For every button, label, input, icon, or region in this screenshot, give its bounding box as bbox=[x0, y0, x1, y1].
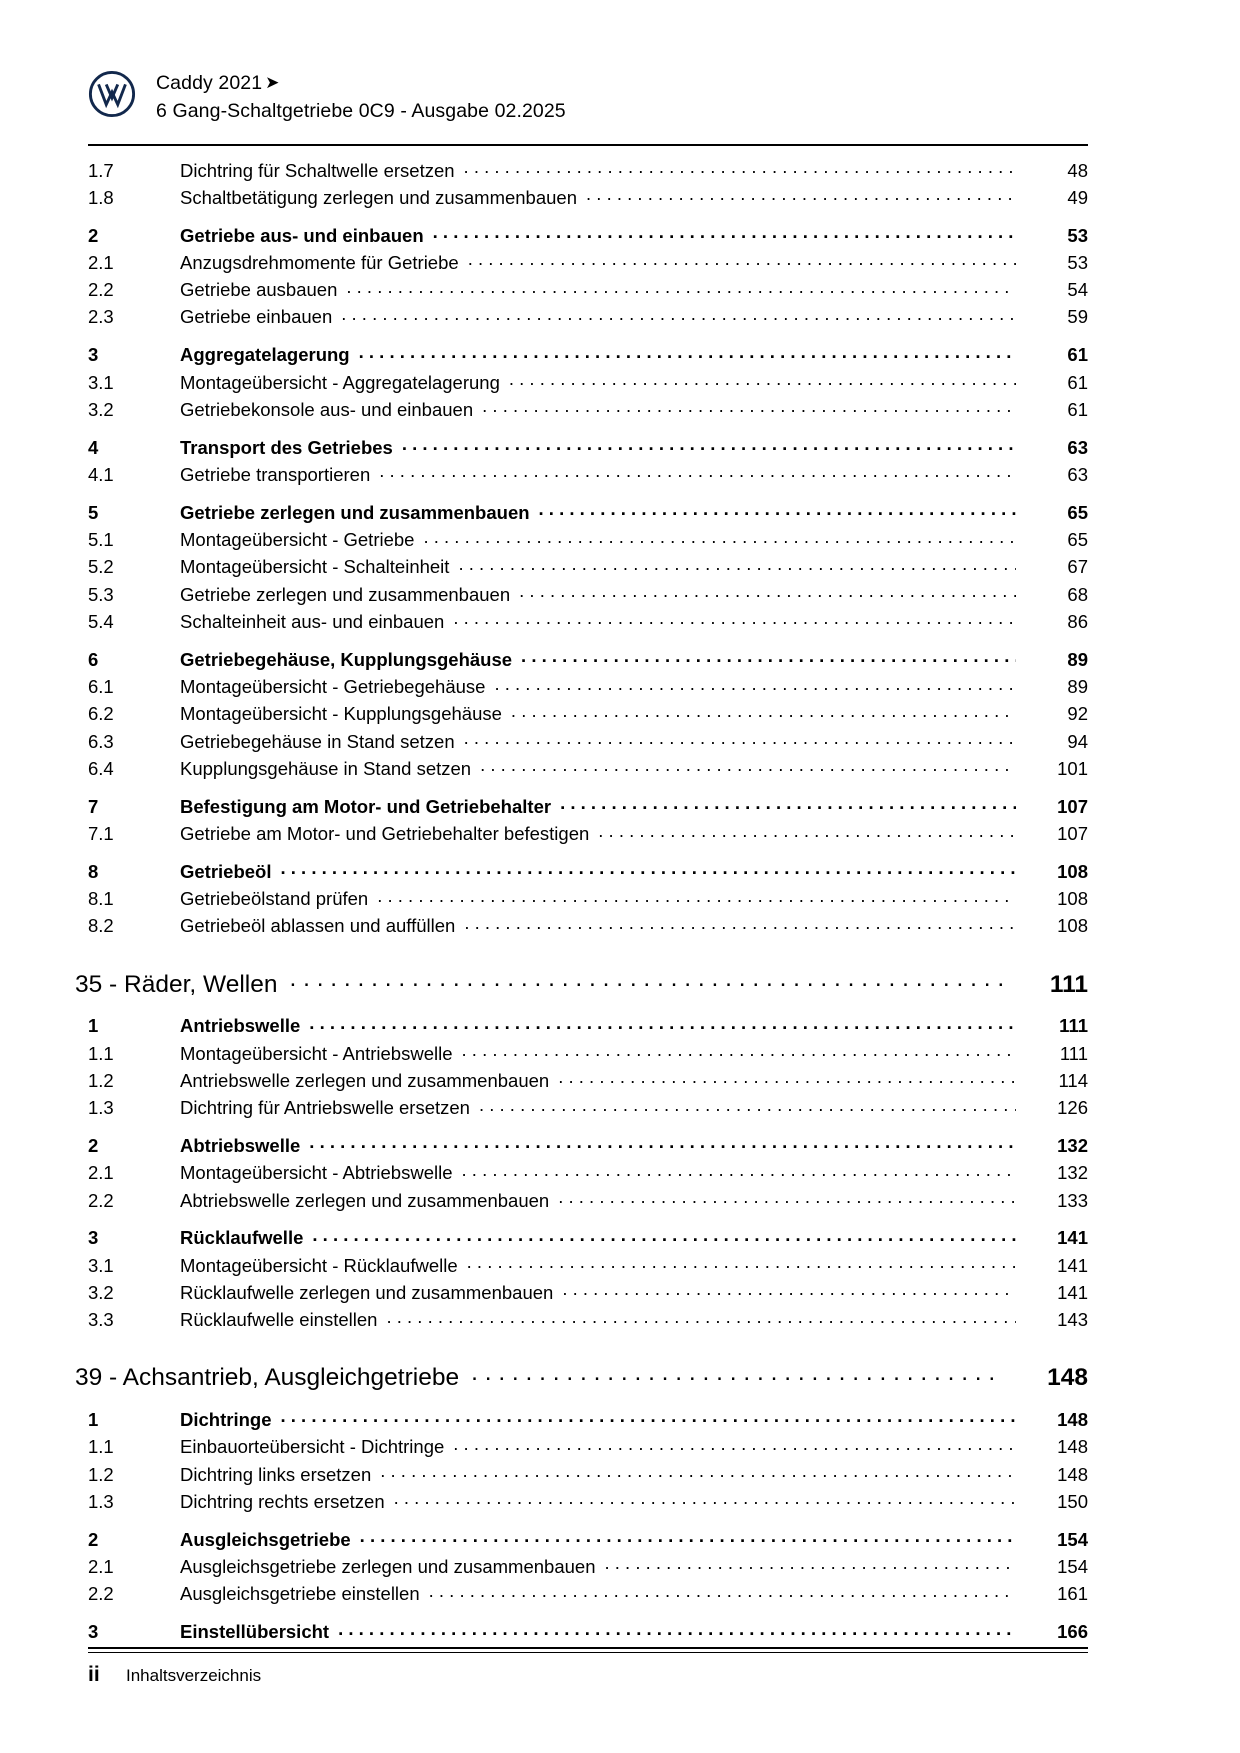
header-divider bbox=[88, 144, 1088, 146]
toc-entry-row[interactable] bbox=[88, 1096, 1088, 1123]
toc-leader-dots bbox=[309, 1014, 1016, 1033]
toc-entry-row[interactable] bbox=[88, 278, 1088, 305]
toc-leader-dots bbox=[402, 435, 1016, 454]
toc-entry-page: 141 bbox=[1057, 1281, 1088, 1303]
toc-entry-number: 1.2 bbox=[88, 1069, 114, 1091]
toc-entry-row[interactable] bbox=[88, 1554, 1088, 1581]
toc-entry-page: 126 bbox=[1057, 1097, 1088, 1119]
toc-entry-row[interactable] bbox=[88, 1582, 1088, 1609]
toc-entry-row[interactable] bbox=[88, 462, 1088, 489]
toc-entry-title: Kupplungsgehäuse in Stand setzen bbox=[180, 757, 472, 779]
header-subtitle: 6 Gang-Schaltgetriebe 0C9 - Ausgabe 02.2025 bbox=[156, 99, 566, 122]
toc-entry-title: 39 - Achsantrieb, Ausgleichgetriebe bbox=[75, 1364, 460, 1392]
toc-entry-row[interactable] bbox=[88, 1435, 1088, 1462]
toc-entry-row[interactable] bbox=[88, 794, 1088, 821]
toc-entry-title: Getriebekonsole aus- und einbauen bbox=[180, 398, 474, 420]
toc-entry-number: 1.7 bbox=[88, 159, 114, 181]
toc-chapter-row[interactable] bbox=[75, 967, 1088, 1003]
toc-entry-number: 1.2 bbox=[88, 1463, 114, 1485]
toc-leader-dots bbox=[558, 1068, 1016, 1087]
toc-entry-title: Montageübersicht - Aggregatelagerung bbox=[180, 371, 500, 393]
toc-entry-number: 3.2 bbox=[88, 398, 114, 420]
toc-entry-page: 148 bbox=[1057, 1463, 1088, 1485]
toc-entry-number: 1.3 bbox=[88, 1097, 114, 1119]
toc-leader-dots bbox=[509, 370, 1016, 389]
toc-entry-page: 107 bbox=[1057, 823, 1088, 845]
toc-entry-title: Getriebegehäuse in Stand setzen bbox=[180, 730, 455, 752]
toc-entry-page: 114 bbox=[1058, 1069, 1088, 1091]
toc-entry-title: Getriebe am Motor- und Getriebehalter befestigen bbox=[180, 823, 590, 845]
toc-entry-row[interactable] bbox=[88, 729, 1088, 756]
toc-entry-row[interactable] bbox=[88, 1161, 1088, 1188]
page-header bbox=[88, 62, 1148, 144]
toc-entry-row[interactable] bbox=[88, 1407, 1088, 1434]
table-of-contents bbox=[75, 158, 1088, 1647]
toc-entry-number: 3 bbox=[88, 1227, 99, 1249]
toc-entry-title: Aggregatelagerung bbox=[180, 344, 350, 366]
toc-entry-row[interactable] bbox=[88, 1133, 1088, 1160]
toc-entry-page: 68 bbox=[1067, 583, 1088, 605]
toc-entry-number: 2 bbox=[88, 224, 99, 246]
toc-leader-dots bbox=[360, 1527, 1016, 1546]
toc-entry-title: Dichtringe bbox=[180, 1408, 272, 1430]
toc-entry-title: Dichtring rechts ersetzen bbox=[180, 1490, 385, 1512]
toc-entry-number: 2 bbox=[88, 1134, 99, 1156]
toc-leader-dots bbox=[462, 1041, 1016, 1060]
toc-leader-dots bbox=[346, 278, 1016, 297]
toc-entry-row[interactable] bbox=[88, 647, 1088, 674]
toc-leader-dots bbox=[359, 343, 1016, 362]
toc-leader-dots bbox=[280, 1407, 1016, 1426]
toc-leader-dots bbox=[519, 582, 1016, 601]
toc-entry-number: 6.1 bbox=[88, 676, 114, 698]
toc-entry-row[interactable] bbox=[88, 1308, 1088, 1335]
toc-entry-page: 148 bbox=[1057, 1408, 1088, 1430]
toc-entry-number: 1.1 bbox=[88, 1436, 114, 1458]
toc-entry-row[interactable] bbox=[88, 1489, 1088, 1516]
toc-entry-page: 108 bbox=[1057, 860, 1088, 882]
toc-entry-title: Abtriebswelle zerlegen und zusammenbauen bbox=[180, 1189, 550, 1211]
toc-entry-title: Ausgleichsgetriebe zerlegen und zusammenbauen bbox=[180, 1555, 596, 1577]
toc-entry-title: Abtriebswelle bbox=[180, 1134, 301, 1156]
toc-leader-dots bbox=[423, 528, 1016, 547]
toc-entry-number: 1.1 bbox=[88, 1042, 114, 1064]
toc-entry-row[interactable] bbox=[88, 343, 1088, 370]
toc-entry-page: 59 bbox=[1067, 306, 1088, 328]
toc-entry-number: 2.2 bbox=[88, 1189, 114, 1211]
toc-entry-title: Antriebswelle bbox=[180, 1015, 301, 1037]
toc-entry-page: 111 bbox=[1059, 1042, 1088, 1064]
toc-leader-dots bbox=[429, 1582, 1016, 1601]
toc-entry-number: 1 bbox=[88, 1015, 99, 1037]
toc-entry-number: 5.4 bbox=[88, 610, 114, 632]
toc-leader-dots bbox=[464, 158, 1016, 177]
toc-entry-number: 2.2 bbox=[88, 279, 114, 301]
toc-entry-title: Schaltbetätigung zerlegen und zusammenbauen bbox=[180, 186, 578, 208]
toc-leader-dots bbox=[494, 675, 1016, 694]
toc-leader-dots bbox=[377, 887, 1016, 906]
toc-leader-dots bbox=[341, 305, 1016, 324]
toc-entry-title: Getriebegehäuse, Kupplungsgehäuse bbox=[180, 648, 513, 670]
toc-leader-dots bbox=[464, 729, 1016, 748]
toc-leader-dots bbox=[453, 609, 1016, 628]
toc-entry-title: Montageübersicht - Schalteinheit bbox=[180, 556, 450, 578]
toc-leader-dots bbox=[586, 185, 1016, 204]
toc-leader-dots bbox=[467, 1253, 1016, 1272]
toc-entry-number: 5 bbox=[88, 501, 99, 523]
toc-entry-title: Getriebe zerlegen und zusammenbauen bbox=[180, 501, 530, 523]
toc-entry-page: 166 bbox=[1057, 1621, 1088, 1643]
toc-entry-page: 63 bbox=[1067, 436, 1088, 458]
toc-entry-page: 108 bbox=[1057, 915, 1088, 937]
toc-entry-page: 61 bbox=[1067, 398, 1088, 420]
toc-entry-title: Befestigung am Motor- und Getriebehalter bbox=[180, 795, 552, 817]
header-model: Caddy 2021 bbox=[156, 72, 263, 94]
toc-entry-number: 3 bbox=[88, 1621, 99, 1643]
toc-entry-page: 49 bbox=[1067, 186, 1088, 208]
toc-entry-page: 141 bbox=[1057, 1254, 1088, 1276]
toc-leader-dots bbox=[605, 1554, 1017, 1573]
toc-entry-page: 148 bbox=[1057, 1436, 1088, 1458]
toc-entry-number: 3.1 bbox=[88, 1254, 114, 1276]
arrow-right-icon: ➤ bbox=[265, 73, 280, 92]
toc-entry-row[interactable] bbox=[88, 500, 1088, 527]
toc-entry-title: 35 - Räder, Wellen bbox=[75, 970, 278, 998]
toc-leader-dots bbox=[394, 1489, 1016, 1508]
toc-entry-title: Dichtring für Antriebswelle ersetzen bbox=[180, 1097, 470, 1119]
toc-leader-dots bbox=[386, 1308, 1016, 1327]
toc-entry-title: Getriebe einbauen bbox=[180, 306, 333, 328]
toc-entry-page: 161 bbox=[1057, 1583, 1088, 1605]
toc-entry-row[interactable] bbox=[88, 1188, 1088, 1215]
toc-leader-dots bbox=[560, 794, 1016, 813]
toc-entry-page: 67 bbox=[1067, 556, 1088, 578]
toc-entry-title: Anzugsdrehmomente für Getriebe bbox=[180, 251, 459, 273]
toc-entry-page: 111 bbox=[1059, 1015, 1088, 1037]
toc-entry-page: 150 bbox=[1057, 1490, 1088, 1512]
toc-leader-dots bbox=[458, 555, 1016, 574]
toc-entry-number: 1 bbox=[88, 1408, 99, 1430]
toc-leader-dots bbox=[598, 822, 1016, 841]
toc-entry-number: 3.2 bbox=[88, 1281, 114, 1303]
toc-entry-row[interactable] bbox=[88, 250, 1088, 277]
toc-entry-row[interactable] bbox=[88, 1226, 1088, 1253]
toc-entry-title: Getriebeöl bbox=[180, 860, 272, 882]
toc-entry-page: 53 bbox=[1067, 251, 1088, 273]
toc-entry-row[interactable] bbox=[88, 887, 1088, 914]
toc-entry-row[interactable] bbox=[88, 675, 1088, 702]
toc-entry-row[interactable] bbox=[88, 1620, 1088, 1647]
toc-entry-row[interactable] bbox=[88, 1253, 1088, 1280]
toc-entry-title: Rücklaufwelle zerlegen und zusammenbauen bbox=[180, 1281, 554, 1303]
toc-entry-number: 5.1 bbox=[88, 529, 114, 551]
toc-entry-number: 3 bbox=[88, 344, 99, 366]
toc-entry-page: 132 bbox=[1057, 1134, 1088, 1156]
toc-entry-title: Montageübersicht - Getriebegehäuse bbox=[180, 676, 486, 698]
toc-entry-title: Getriebe ausbauen bbox=[180, 279, 338, 301]
toc-leader-dots bbox=[464, 914, 1016, 933]
header-model-line bbox=[156, 70, 566, 98]
toc-leader-dots bbox=[480, 756, 1016, 775]
toc-entry-page: 107 bbox=[1057, 795, 1088, 817]
toc-entry-number: 3.1 bbox=[88, 371, 114, 393]
toc-entry-page: 154 bbox=[1057, 1528, 1088, 1550]
toc-entry-number: 5.2 bbox=[88, 556, 114, 578]
toc-leader-dots bbox=[289, 967, 1003, 992]
toc-entry-title: Einstellübersicht bbox=[180, 1621, 330, 1643]
toc-entry-number: 6.3 bbox=[88, 730, 114, 752]
toc-entry-title: Montageübersicht - Antriebswelle bbox=[180, 1042, 453, 1064]
toc-entry-page: 101 bbox=[1057, 757, 1088, 779]
toc-entry-page: 89 bbox=[1067, 676, 1088, 698]
toc-entry-title: Antriebswelle zerlegen und zusammenbauen bbox=[180, 1069, 550, 1091]
toc-entry-row[interactable] bbox=[88, 435, 1088, 462]
toc-entry-number: 1.3 bbox=[88, 1490, 114, 1512]
toc-entry-number: 2 bbox=[88, 1528, 99, 1550]
toc-entry-title: Montageübersicht - Getriebe bbox=[180, 529, 415, 551]
toc-entry-page: 94 bbox=[1067, 730, 1088, 752]
toc-entry-title: Einbauorteübersicht - Dichtringe bbox=[180, 1436, 445, 1458]
toc-entry-page: 132 bbox=[1057, 1162, 1088, 1184]
toc-entry-page: 61 bbox=[1067, 344, 1088, 366]
toc-leader-dots bbox=[562, 1280, 1016, 1299]
toc-entry-row[interactable] bbox=[88, 158, 1088, 185]
toc-entry-page: 89 bbox=[1067, 648, 1088, 670]
toc-entry-row[interactable] bbox=[88, 859, 1088, 886]
toc-entry-number: 2.1 bbox=[88, 251, 114, 273]
toc-leader-dots bbox=[281, 859, 1017, 878]
toc-entry-page: 53 bbox=[1067, 224, 1088, 246]
toc-entry-number: 8 bbox=[88, 860, 99, 882]
toc-entry-page: 143 bbox=[1057, 1309, 1088, 1331]
toc-entry-number: 6.2 bbox=[88, 703, 114, 725]
toc-entry-title: Dichtring für Schaltwelle ersetzen bbox=[180, 159, 455, 181]
toc-entry-title: Getriebe zerlegen und zusammenbauen bbox=[180, 583, 511, 605]
toc-entry-page: 111 bbox=[1049, 970, 1088, 998]
toc-entry-title: Ausgleichsgetriebe bbox=[180, 1528, 351, 1550]
toc-leader-dots bbox=[539, 500, 1016, 519]
vw-logo-icon bbox=[88, 70, 136, 118]
toc-entry-title: Transport des Getriebes bbox=[180, 436, 393, 458]
toc-entry-page: 54 bbox=[1067, 279, 1088, 301]
toc-entry-row[interactable] bbox=[88, 185, 1088, 212]
toc-leader-dots bbox=[312, 1226, 1016, 1245]
toc-leader-dots bbox=[521, 647, 1016, 666]
page-folio: ii bbox=[88, 1663, 100, 1686]
toc-entry-number: 6.4 bbox=[88, 757, 114, 779]
toc-entry-row[interactable] bbox=[88, 305, 1088, 332]
toc-leader-dots bbox=[468, 250, 1016, 269]
toc-entry-row[interactable] bbox=[88, 756, 1088, 783]
toc-leader-dots bbox=[433, 223, 1016, 242]
toc-entry-number: 4 bbox=[88, 436, 99, 458]
toc-entry-page: 133 bbox=[1057, 1189, 1088, 1211]
toc-leader-dots bbox=[558, 1188, 1016, 1207]
toc-leader-dots bbox=[482, 397, 1016, 416]
toc-leader-dots bbox=[380, 1462, 1016, 1481]
toc-entry-row[interactable] bbox=[88, 582, 1088, 609]
toc-entry-page: 154 bbox=[1057, 1555, 1088, 1577]
toc-entry-number: 6 bbox=[88, 648, 99, 670]
toc-entry-row[interactable] bbox=[88, 1041, 1088, 1068]
toc-entry-number: 2.1 bbox=[88, 1555, 114, 1577]
toc-leader-dots bbox=[309, 1133, 1016, 1152]
toc-entry-number: 4.1 bbox=[88, 463, 114, 485]
toc-entry-title: Getriebe transportieren bbox=[180, 463, 371, 485]
toc-leader-dots bbox=[453, 1435, 1016, 1454]
footer-title: Inhaltsverzeichnis bbox=[126, 1666, 262, 1685]
toc-entry-row[interactable] bbox=[88, 223, 1088, 250]
toc-entry-page: 148 bbox=[1047, 1364, 1088, 1392]
toc-entry-page: 141 bbox=[1057, 1227, 1088, 1249]
toc-entry-row[interactable] bbox=[88, 528, 1088, 555]
toc-entry-row[interactable] bbox=[88, 609, 1088, 636]
toc-leader-dots bbox=[471, 1361, 1003, 1386]
toc-entry-page: 65 bbox=[1067, 501, 1088, 523]
toc-entry-row[interactable] bbox=[88, 702, 1088, 729]
toc-entry-title: Getriebeöl ablassen und auffüllen bbox=[180, 915, 456, 937]
toc-entry-title: Ausgleichsgetriebe einstellen bbox=[180, 1583, 420, 1605]
toc-entry-number: 2.2 bbox=[88, 1583, 114, 1605]
toc-entry-title: Montageübersicht - Abtriebswelle bbox=[180, 1162, 453, 1184]
toc-entry-number: 8.1 bbox=[88, 888, 114, 910]
toc-entry-row[interactable] bbox=[88, 1462, 1088, 1489]
toc-entry-row[interactable] bbox=[88, 370, 1088, 397]
toc-entry-page: 92 bbox=[1067, 703, 1088, 725]
toc-leader-dots bbox=[379, 462, 1016, 481]
toc-entry-row[interactable] bbox=[88, 397, 1088, 424]
toc-entry-title: Getriebe aus- und einbauen bbox=[180, 224, 424, 246]
page-footer bbox=[88, 1663, 1088, 1687]
footer-divider-bottom bbox=[88, 1652, 1088, 1653]
toc-entry-row[interactable] bbox=[88, 822, 1088, 849]
toc-entry-page: 63 bbox=[1067, 463, 1088, 485]
toc-entry-title: Montageübersicht - Rücklaufwelle bbox=[180, 1254, 458, 1276]
toc-chapter-row[interactable] bbox=[75, 1361, 1088, 1397]
toc-entry-title: Rücklaufwelle bbox=[180, 1227, 304, 1249]
toc-entry-title: Schalteinheit aus- und einbauen bbox=[180, 610, 445, 632]
toc-entry-number: 8.2 bbox=[88, 915, 114, 937]
toc-entry-row[interactable] bbox=[88, 555, 1088, 582]
toc-entry-page: 61 bbox=[1067, 371, 1088, 393]
toc-entry-title: Montageübersicht - Kupplungsgehäuse bbox=[180, 703, 502, 725]
toc-entry-title: Rücklaufwelle einstellen bbox=[180, 1309, 378, 1331]
toc-entry-number: 2.1 bbox=[88, 1162, 114, 1184]
toc-entry-row[interactable] bbox=[88, 1280, 1088, 1307]
toc-leader-dots bbox=[511, 702, 1016, 721]
toc-entry-row[interactable] bbox=[88, 914, 1088, 941]
toc-entry-number: 2.3 bbox=[88, 306, 114, 328]
toc-entry-page: 108 bbox=[1057, 888, 1088, 910]
toc-entry-title: Getriebeölstand prüfen bbox=[180, 888, 369, 910]
toc-entry-number: 1.8 bbox=[88, 186, 114, 208]
toc-entry-number: 5.3 bbox=[88, 583, 114, 605]
toc-entry-number: 7.1 bbox=[88, 823, 114, 845]
toc-leader-dots bbox=[479, 1096, 1016, 1115]
toc-entry-page: 48 bbox=[1067, 159, 1088, 181]
toc-entry-page: 65 bbox=[1067, 529, 1088, 551]
toc-entry-row[interactable] bbox=[88, 1068, 1088, 1095]
toc-entry-title: Dichtring links ersetzen bbox=[180, 1463, 372, 1485]
toc-entry-page: 86 bbox=[1067, 610, 1088, 632]
toc-entry-row[interactable] bbox=[88, 1014, 1088, 1041]
toc-entry-number: 7 bbox=[88, 795, 99, 817]
toc-entry-row[interactable] bbox=[88, 1527, 1088, 1554]
toc-leader-dots bbox=[338, 1620, 1016, 1639]
footer-divider-top bbox=[88, 1647, 1088, 1649]
toc-entry-number: 3.3 bbox=[88, 1309, 114, 1331]
toc-leader-dots bbox=[462, 1161, 1016, 1180]
